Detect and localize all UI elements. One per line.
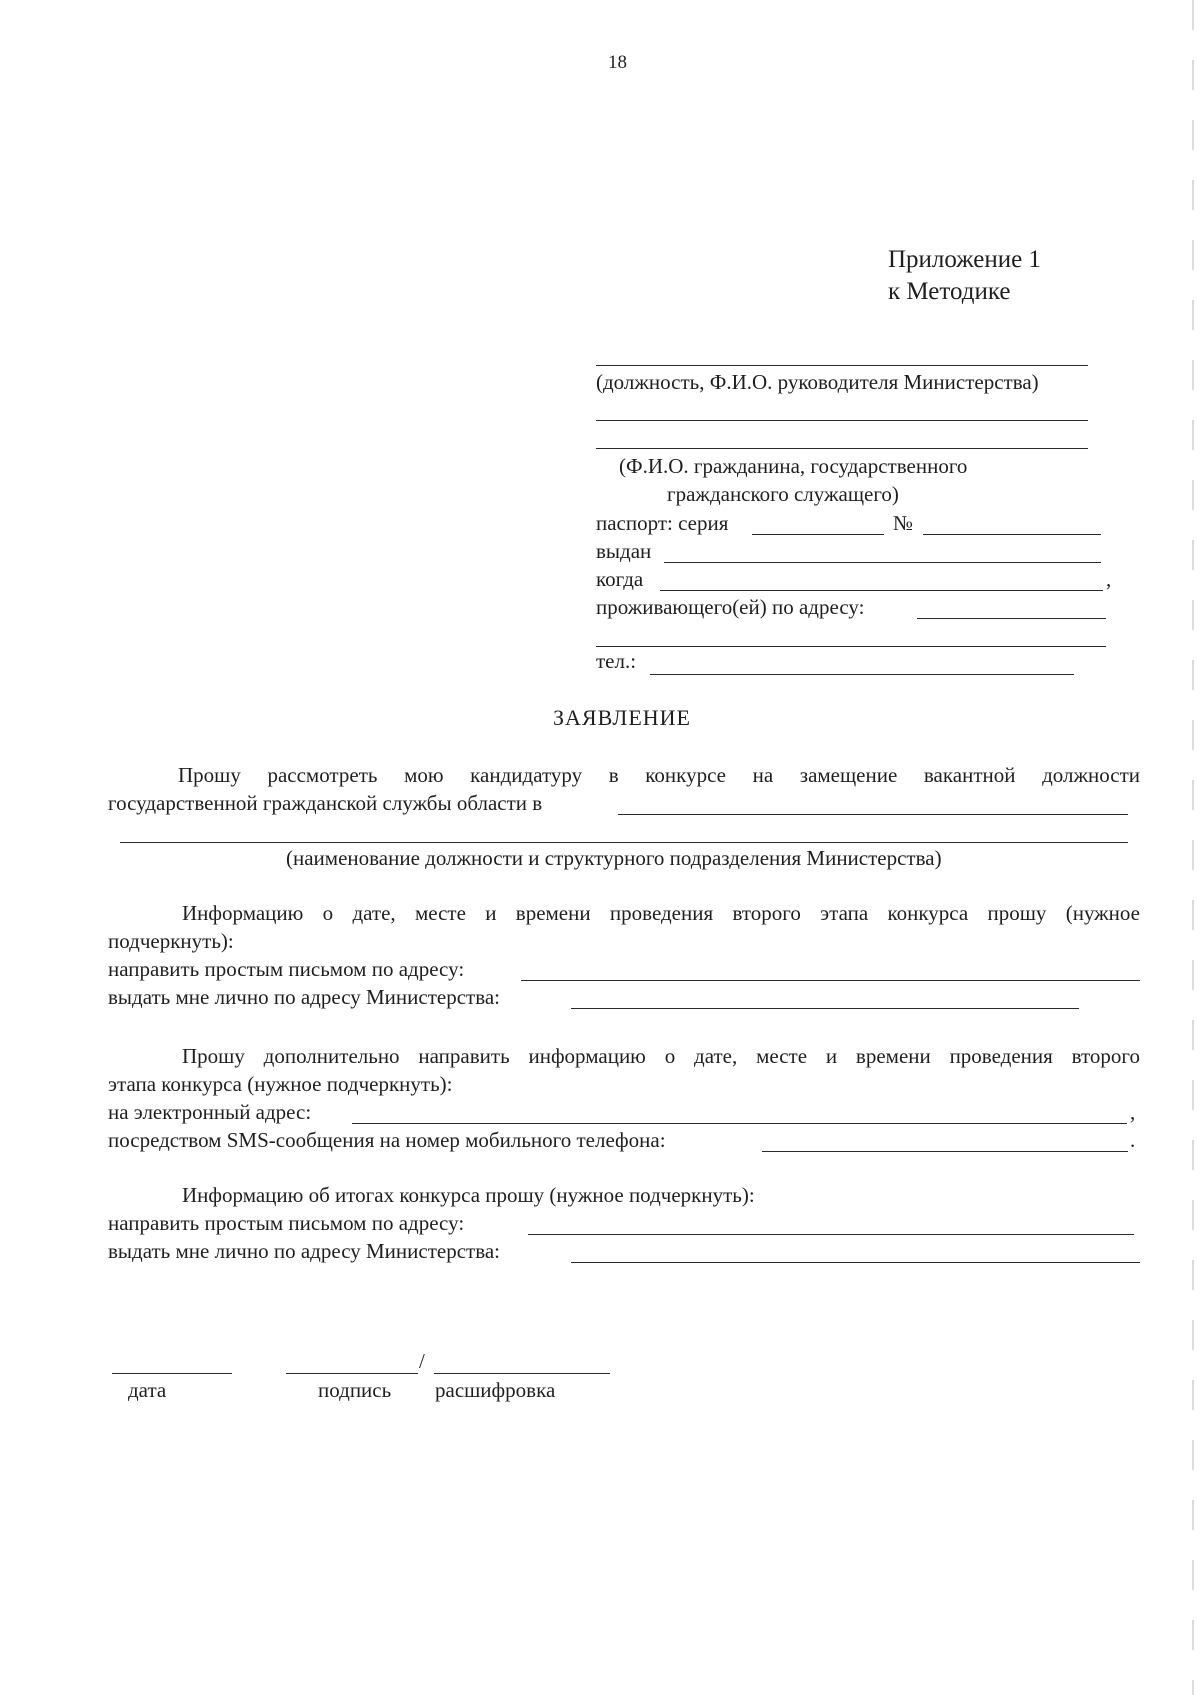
citizen-caption-2: гражданского служащего): [667, 482, 899, 506]
address-field[interactable]: [917, 618, 1106, 619]
stage-two-mail-option[interactable]: направить простым письмом по адресу:: [108, 957, 465, 981]
when-label: когда: [596, 567, 644, 591]
stage-two-line-1: Информацию о дате, месте и времени проведения второго этапа конкурса прошу (нужное: [182, 901, 1140, 925]
passport-number-field[interactable]: [923, 534, 1101, 535]
signature-label: подпись: [318, 1378, 392, 1402]
request-line-1: Прошу рассмотреть мою кандидатуру в конкурсе на замещение вакантной должности: [178, 763, 1140, 787]
head-blank-line-2[interactable]: [596, 420, 1088, 421]
position-caption: (наименование должности и структурного подразделения Министерства): [286, 846, 942, 870]
sms-field[interactable]: [762, 1151, 1128, 1152]
stage-two-personal-option[interactable]: выдать мне лично по адресу Министерства:: [108, 985, 500, 1009]
passport-series-field[interactable]: [752, 534, 884, 535]
passport-label: паспорт: серия: [596, 511, 729, 535]
head-blank-line[interactable]: [596, 365, 1088, 366]
position-field-2[interactable]: [120, 842, 1128, 843]
signature-slash: /: [419, 1349, 425, 1373]
position-field[interactable]: [618, 814, 1128, 815]
document-title: ЗАЯВЛЕНИЕ: [553, 705, 691, 730]
date-label: дата: [128, 1378, 167, 1402]
address-field-2[interactable]: [596, 646, 1106, 647]
sms-option[interactable]: посредством SMS-сообщения на номер мобильного телефона:: [108, 1128, 666, 1152]
phone-label: тел.:: [596, 649, 637, 673]
citizen-name-line[interactable]: [596, 448, 1088, 449]
page-number: 18: [608, 52, 627, 73]
appendix-line-1: Приложение 1: [888, 246, 1041, 273]
decoding-label: расшифровка: [435, 1378, 556, 1402]
results-line-1: Информацию об итогах конкурса прошу (нужное подчеркнуть):: [182, 1183, 755, 1207]
head-caption: (должность, Ф.И.О. руководителя Министерства): [596, 370, 1039, 394]
date-field[interactable]: [112, 1373, 232, 1374]
issued-label: выдан: [596, 539, 652, 563]
email-field[interactable]: [352, 1123, 1127, 1124]
stage-two-mail-field[interactable]: [521, 980, 1140, 981]
additional-line-1: Прошу дополнительно направить информацию о дате, месте и времени проведения второго: [182, 1044, 1140, 1068]
issued-field[interactable]: [664, 562, 1101, 563]
sms-period: .: [1130, 1128, 1136, 1152]
results-mail-option[interactable]: направить простым письмом по адресу:: [108, 1211, 465, 1235]
stage-two-line-2: подчеркнуть):: [108, 929, 234, 953]
additional-line-2: этапа конкурса (нужное подчеркнуть):: [108, 1072, 453, 1096]
email-option[interactable]: на электронный адрес:: [108, 1100, 312, 1124]
appendix-line-2: к Методике: [888, 278, 1011, 305]
when-comma: ,: [1106, 567, 1112, 591]
scan-edge-artifact: [1192, 0, 1194, 1695]
signature-field[interactable]: [286, 1373, 418, 1374]
number-sign: №: [893, 511, 914, 535]
decoding-field[interactable]: [434, 1373, 610, 1374]
results-personal-field[interactable]: [571, 1262, 1140, 1263]
results-personal-option[interactable]: выдать мне лично по адресу Министерства:: [108, 1239, 500, 1263]
when-field[interactable]: [660, 590, 1103, 591]
results-mail-field[interactable]: [528, 1234, 1134, 1235]
request-line-2: государственной гражданской службы области в: [108, 791, 543, 815]
citizen-caption-1: (Ф.И.О. гражданина, государственного: [619, 454, 968, 478]
email-comma: ,: [1130, 1100, 1136, 1124]
address-label: проживающего(ей) по адресу:: [596, 595, 865, 619]
phone-field[interactable]: [650, 674, 1074, 675]
stage-two-personal-field[interactable]: [571, 1008, 1079, 1009]
